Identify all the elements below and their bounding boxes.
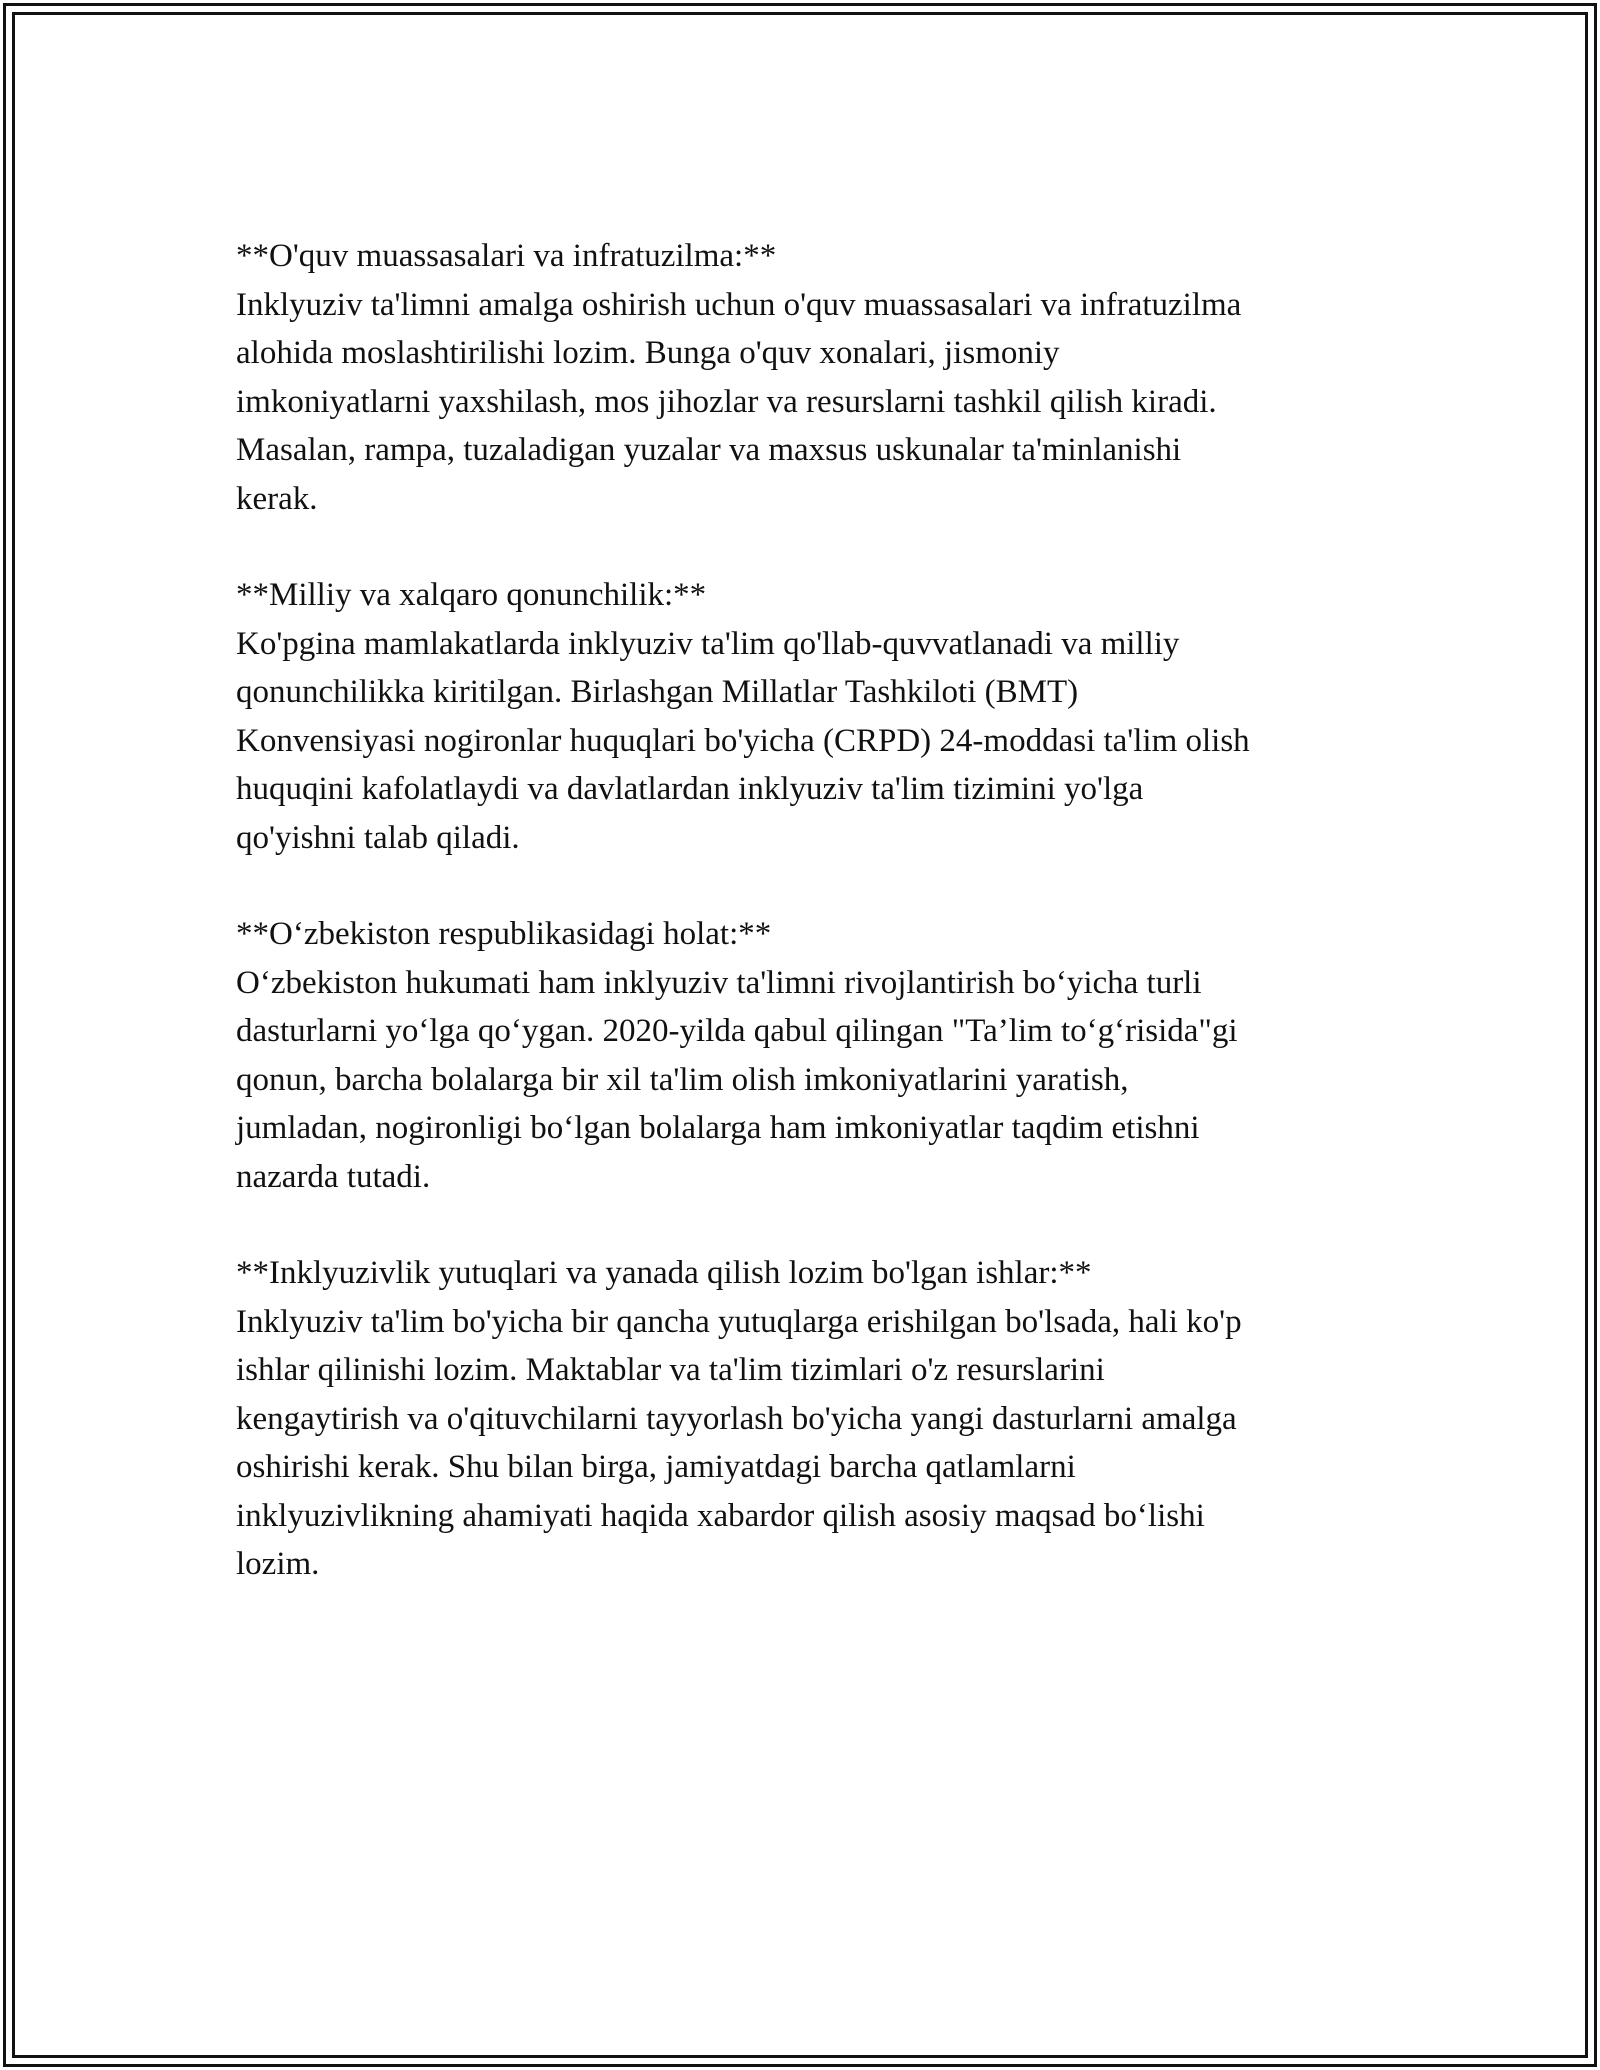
section-heading: **O‘zbekiston respublikasidagi holat:** <box>236 916 772 952</box>
section-heading: **Milliy va xalqaro qonunchilik:** <box>236 577 707 613</box>
section-legislation <box>236 571 1371 862</box>
section-paragraph: Inklyuziv ta'limni amalga oshirish uchun o'quv muassasalari va infratuzilma alohida moslashtirilishi lozim. Bunga o'quv xonalari, jismoniy imkoniyatlarni yaxshilash, mos jihozlar va resurslarni tashkil qilish kiradi. Masalan, rampa, tuzaladigan yuzalar va maxsus uskunalar ta'minlanishi kerak. <box>236 286 1242 517</box>
section-achievements <box>236 1249 1371 1589</box>
section-paragraph: Ko'pgina mamlakatlarda inklyuziv ta'lim qo'llab-quvvatlanadi va milliy qonunchilikka kiritilgan. Birlashgan Millatlar Tashkiloti (BMT) Konvensiyasi nogironlar huquqlari bo'yicha (CRPD) 24-moddasi ta'lim olish huquqini kafolatlaydi va davlatlardan inklyuziv ta'lim tizimini yo'lga qo'yishni talab qiladi. <box>236 625 1250 856</box>
document-body <box>236 232 1371 1637</box>
section-infrastructure <box>236 232 1371 523</box>
section-uzbekistan <box>236 910 1371 1201</box>
section-paragraph: O‘zbekiston hukumati ham inklyuziv ta'limni rivojlantirish bo‘yicha turli dasturlarni yo‘lga qo‘ygan. 2020-yilda qabul qilingan "Ta’lim to‘g‘risida"gi qonun, barcha bolalarga bir xil ta'lim olish imkoniyatlarini yaratish, jumladan, nogironligi bo‘lgan bolalarga ham imkoniyatlar taqdim etishni nazarda tutadi. <box>236 964 1238 1195</box>
section-heading: **O'quv muassasalari va infratuzilma:** <box>236 238 777 274</box>
section-heading: **Inklyuzivlik yutuqlari va yanada qilish lozim bo'lgan ishlar:** <box>236 1255 1092 1291</box>
section-paragraph: Inklyuziv ta'lim bo'yicha bir qancha yutuqlarga erishilgan bo'lsada, hali ko'p ishlar qilinishi lozim. Maktablar va ta'lim tizimlari o'z resurslarini kengaytirish va o'qituvchilarni tayyorlash bo'yicha yangi dasturlarni amalga oshirishi kerak. Shu bilan birga, jamiyatdagi barcha qatlamlarni inklyuzivlikning ahamiyati haqida xabardor qilish asosiy maqsad bo‘lishi lozim. <box>236 1303 1242 1582</box>
